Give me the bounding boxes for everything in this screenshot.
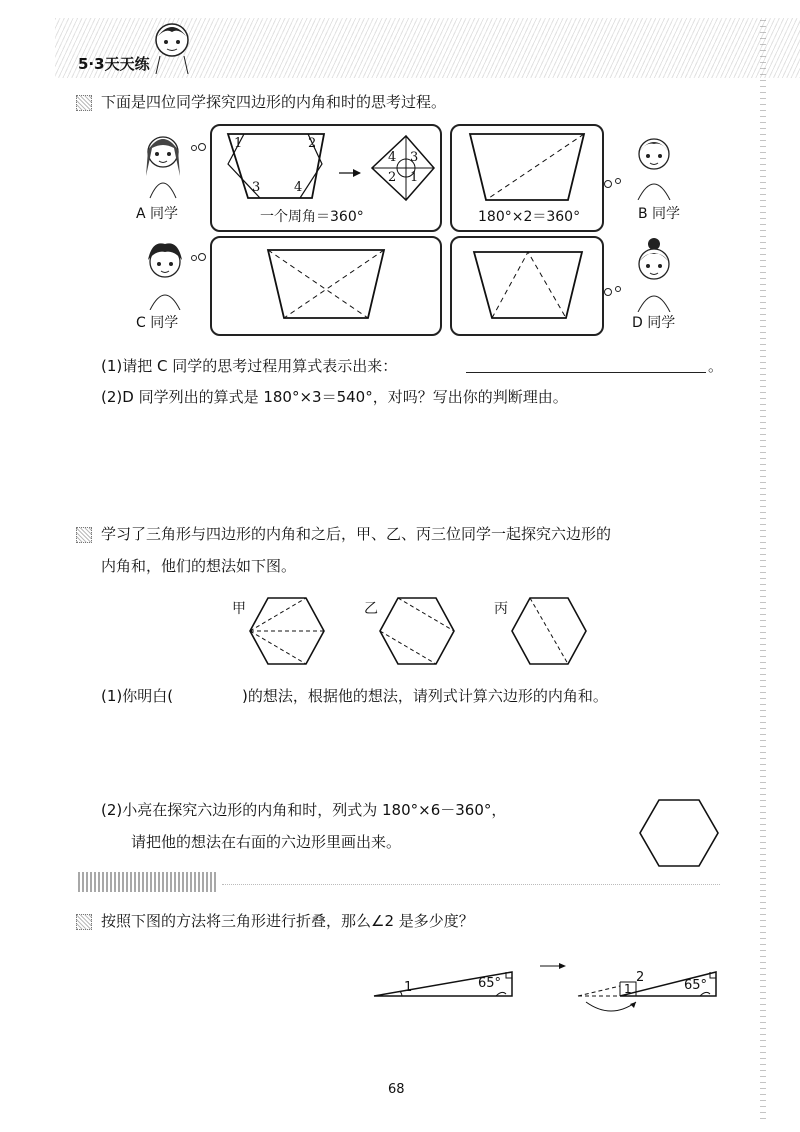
page-number: 68 xyxy=(388,1082,405,1097)
hexagon-bing xyxy=(510,596,588,670)
hexagon-label: 丙 xyxy=(494,601,508,617)
q1-sub2: (2)D 同学列出的算式是 180°×3＝540°，对吗？写出你的判断理由。 xyxy=(101,388,568,406)
angle-label: 1 xyxy=(410,170,419,185)
q2-sub1-b: )的想法，根据他的想法，请列式计算六边形的内角和。 xyxy=(242,687,608,705)
hexagon-label: 甲 xyxy=(232,601,246,617)
answer-line[interactable] xyxy=(466,372,706,373)
hexagon-yi xyxy=(378,596,456,670)
mascot-icon xyxy=(150,18,194,78)
angle-label: 2 xyxy=(308,136,317,151)
q2-line2: 内角和，他们的想法如下图。 xyxy=(101,557,297,575)
q1-sub1: (1)请把 C 同学的思考过程用算式表示出来： xyxy=(101,357,398,375)
answer-blank[interactable] xyxy=(196,686,240,706)
student-b-label: B 同学 xyxy=(638,206,681,222)
q2-sub1-a: (1)你明白( xyxy=(101,687,174,705)
angle-1-label: 1 xyxy=(624,982,632,996)
q2-line1: 学习了三角形与四边形的内角和之后，甲、乙、丙三位同学一起探究六边形的 xyxy=(101,525,612,543)
hexagon-jia xyxy=(248,596,326,670)
angle-label: 4 xyxy=(294,180,303,195)
section-divider xyxy=(222,884,720,885)
q1-title: 下面是四位同学探究四边形的内角和时的思考过程。 xyxy=(101,93,447,111)
student-d-avatar xyxy=(628,236,680,316)
question-marker xyxy=(76,95,92,111)
thought-bubble-icon xyxy=(600,176,626,196)
angle-65-label: 65° xyxy=(478,976,502,991)
student-c-label: C 同学 xyxy=(136,315,179,331)
angle-2-label: 2 xyxy=(636,970,645,985)
angle-1-label: 1 xyxy=(404,980,413,995)
panel-c xyxy=(210,236,442,336)
panel-d xyxy=(450,236,604,336)
angle-label: 3 xyxy=(252,180,261,195)
angle-65-label: 65° xyxy=(684,978,708,993)
question-marker xyxy=(76,914,92,930)
thought-bubble-icon xyxy=(190,250,212,270)
panel-b-caption: 180°×2＝360° xyxy=(478,209,581,225)
section-banner xyxy=(78,872,218,892)
student-a-label: A 同学 xyxy=(136,206,179,222)
angle-label: 2 xyxy=(388,170,397,185)
q3-title: 按照下图的方法将三角形进行折叠，那么∠2 是多少度？ xyxy=(101,912,474,930)
panel-b xyxy=(450,124,604,232)
thought-bubble-icon xyxy=(600,284,626,304)
angle-label: 1 xyxy=(234,136,243,151)
student-b-avatar xyxy=(628,128,680,204)
student-c-avatar xyxy=(140,238,190,314)
hexagon-label: 乙 xyxy=(364,601,378,617)
angle-label: 3 xyxy=(410,150,419,165)
q1-sub1-end: 。 xyxy=(708,357,724,375)
q2-sub2-line2: 请把他的想法在右面的六边形里画出来。 xyxy=(131,833,402,851)
angle-label: 4 xyxy=(388,150,397,165)
triangle-original xyxy=(372,970,518,1004)
student-a-avatar xyxy=(138,128,188,204)
q2-sub2-line1: (2)小亮在探究六边形的内角和时，列式为 180°×6－360°， xyxy=(101,801,507,819)
panel-a xyxy=(210,124,442,232)
arrow-icon xyxy=(540,956,568,975)
brand-label: 5·3天天练 xyxy=(78,55,150,73)
panel-a-caption: 一个周角＝360° xyxy=(260,209,364,225)
thought-bubble-icon xyxy=(190,140,212,160)
student-d-label: D 同学 xyxy=(632,315,676,331)
triangle-folded xyxy=(576,968,722,1024)
page-edge xyxy=(760,20,766,1120)
hexagon-drawing-area[interactable] xyxy=(638,798,720,872)
question-marker xyxy=(76,527,92,543)
